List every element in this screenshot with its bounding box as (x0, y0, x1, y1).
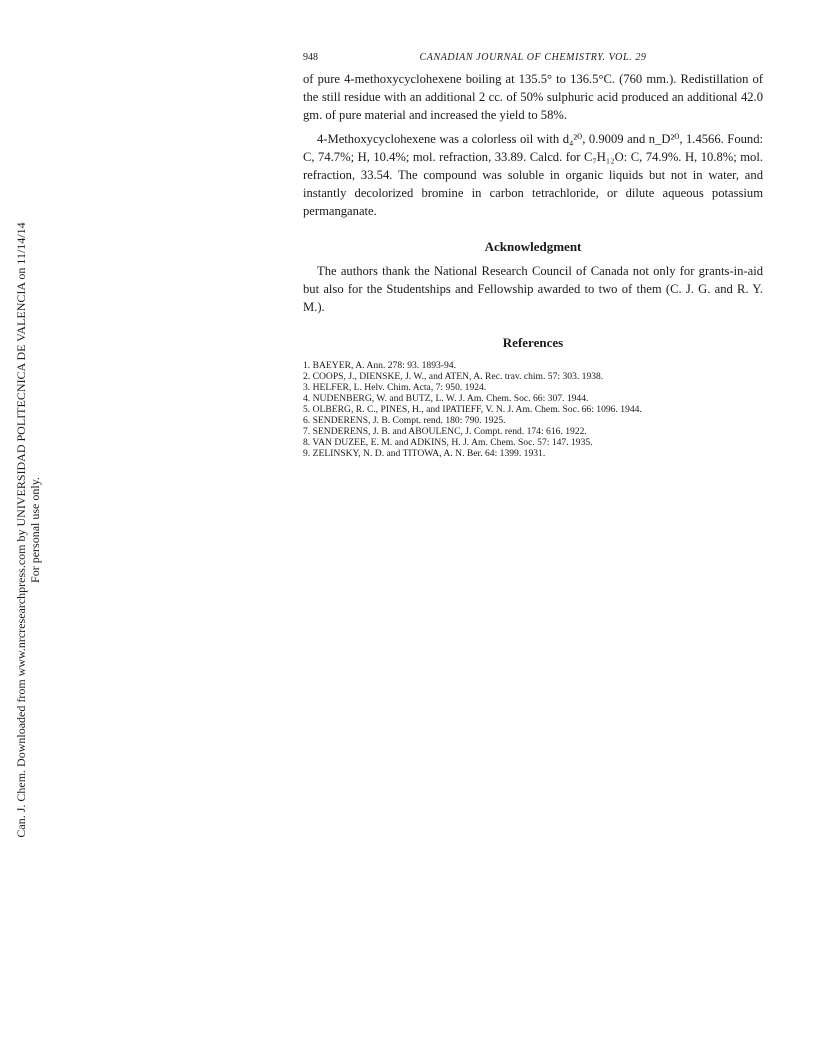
reference-item: 5. OLBERG, R. C., PINES, H., and IPATIEFF, V. N. J. Am. Chem. Soc. 66: 1096. 1944. (303, 404, 642, 415)
running-title: CANADIAN JOURNAL OF CHEMISTRY. VOL. 29 (419, 52, 647, 63)
page-body (303, 70, 763, 469)
reference-item: 3. HELFER, L. Helv. Chim. Acta, 7: 950. 1924. (303, 382, 487, 393)
page-number: 948 (303, 52, 318, 63)
reference-list (303, 360, 763, 459)
paragraph-properties: 4-Methoxycyclohexene was a colorless oil with d₄²⁰, 0.9009 and n_D²⁰, 1.4566. Found: C, 74.7%; H, 10.4%; mol. refraction, 33.89. Calcd. for C₇H₁₂O: C, 74.9%. H, 10.8%; mol. refraction, 33.54. The compound was soluble in organic liquids but not in water, and instantly decolorized bromine in carbon tetrachloride, or dilute aqueous potassium permanganate. (303, 132, 763, 218)
reference-item: 4. NUDENBERG, W. and BUTZ, L. W. J. Am. Chem. Soc. 66: 307. 1944. (303, 393, 589, 404)
reference-item: 1. BAEYER, A. Ann. 278: 93. 1893-94. (303, 360, 456, 371)
reference-item: 8. VAN DUZEE, E. M. and ADKINS, H. J. Am. Chem. Soc. 57: 147. 1935. (303, 437, 593, 448)
acknowledgment-heading: Acknowledgment (484, 239, 582, 254)
watermark-line-1: Can. J. Chem. Downloaded from www.nrcresearchpress.com by UNIVERSIDAD POLITECNICA DE VALENCIA on 11/14/14 (14, 222, 28, 838)
watermark-line-2: For personal use only. (28, 477, 42, 583)
reference-item: 2. COOPS, J., DIENSKE, J. W., and ATEN, A. Rec. trav. chim. 57: 303. 1938. (303, 371, 604, 382)
reference-item: 9. ZELINSKY, N. D. and TITOWA, A. N. Ber. 64: 1399. 1931. (303, 448, 546, 459)
references-heading: References (502, 335, 564, 350)
reference-item: 7. SENDERENS, J. B. and ABOULENC, J. Compt. rend. 174: 616. 1922. (303, 426, 587, 437)
reference-item: 6. SENDERENS, J. B. Compt. rend. 180: 790. 1925. (303, 415, 506, 426)
acknowledgment-text: The authors thank the National Research Council of Canada not only for grants-in-aid but also for the Studentships and Fellowship awarded to two of them (C. J. G. and R. Y. M.). (303, 264, 763, 314)
paragraph-continued: of pure 4-methoxycyclohexene boiling at 135.5° to 136.5°C. (760 mm.). Redistillation of the still residue with an additional 2 cc. of 50% sulphuric acid produced an additional 42.0 gm. of pure material and increased the yield to 58%. (303, 72, 763, 122)
download-watermark (0, 180, 40, 880)
